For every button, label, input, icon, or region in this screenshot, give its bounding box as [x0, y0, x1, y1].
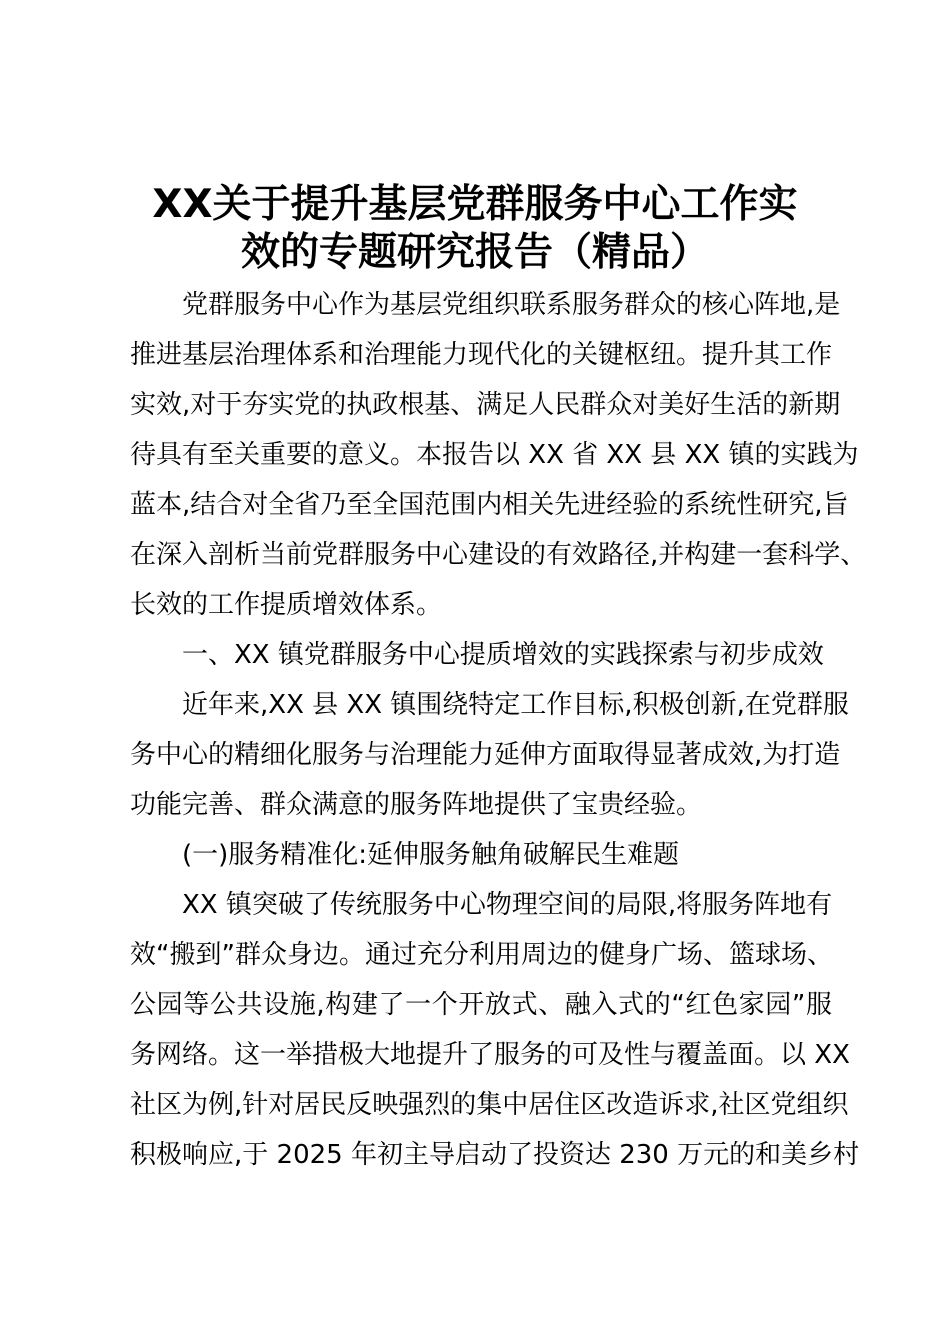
text-line: 务网络。这一举措极大地提升了服务的可及性与覆盖面。以 XX: [130, 1040, 850, 1070]
text-line: 长效的工作提质增效体系。: [130, 590, 443, 620]
text-line: 公园等公共设施,构建了一个开放式、融入式的“红色家园”服: [130, 990, 832, 1020]
document-body: [130, 280, 867, 1180]
text-line: 社区为例,针对居民反映强烈的集中居住区改造诉求,社区党组织: [130, 1090, 849, 1120]
text-line: 功能完善、群众满意的服务阵地提供了宝贵经验。: [130, 790, 703, 820]
text-line: 积极响应,于 2025 年初主导启动了投资达 230 万元的和美乡村: [130, 1140, 860, 1170]
text-line: 在深入剖析当前党群服务中心建设的有效路径,并构建一套科学、: [130, 540, 867, 570]
text-line: 蓝本,结合对全省乃至全国范围内相关先进经验的系统性研究,旨: [130, 490, 849, 520]
text-line: (一)服务精准化:延伸服务触角破解民生难题: [182, 840, 680, 870]
text-line: 待具有至关重要的意义。本报告以 XX 省 XX 县 XX 镇的实践为: [130, 440, 859, 470]
text-line: XX 镇突破了传统服务中心物理空间的局限,将服务阵地有: [182, 890, 833, 920]
text-line: 党群服务中心作为基层党组织联系服务群众的核心阵地,是: [182, 290, 841, 320]
paragraph: [130, 880, 860, 1180]
text-line: 效“搬到”群众身边。通过充分利用周边的健身广场、篮球场、: [130, 940, 833, 970]
paragraph: [130, 680, 849, 830]
section-heading: [130, 630, 832, 680]
document-title: [0, 181, 950, 277]
title-line: XX关于提升基层党群服务中心工作实: [152, 182, 798, 227]
paragraph: [130, 280, 867, 630]
section-heading: [130, 830, 832, 880]
text-line: 推进基层治理体系和治理能力现代化的关键枢纽。提升其工作: [130, 340, 833, 370]
text-line: 务中心的精细化服务与治理能力延伸方面取得显著成效,为打造: [130, 740, 841, 770]
text-line: 近年来,XX 县 XX 镇围绕特定工作目标,积极创新,在党群服: [182, 690, 849, 720]
text-line: 实效,对于夯实党的执政根基、满足人民群众对美好生活的新期: [130, 390, 841, 420]
title-line: 效的专题研究报告（精品）: [240, 230, 709, 275]
text-line: 一、XX 镇党群服务中心提质增效的实践探索与初步成效: [182, 640, 824, 670]
